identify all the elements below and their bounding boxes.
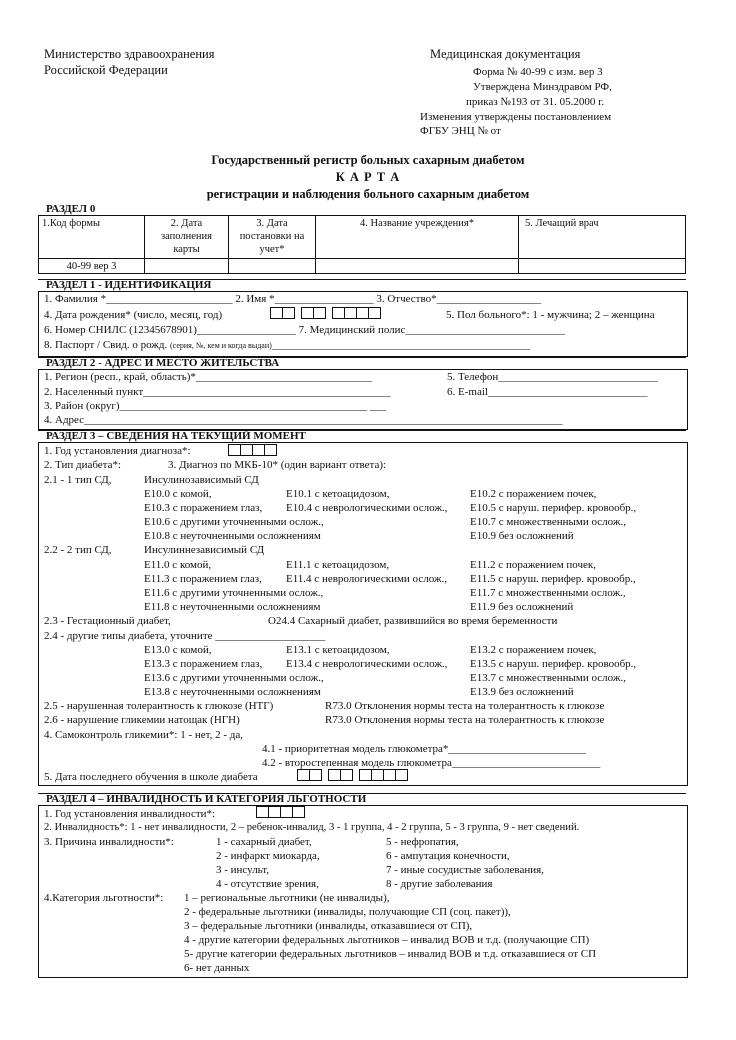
icd10-label: 3. Диагноз по МКБ-10* (один вариант ответа): (168, 459, 387, 471)
form-code-header: 1.Код формы (38, 215, 145, 259)
section3-title: РАЗДЕЛ 3 – СВЕДЕНИЯ НА ТЕКУЩИЙ МОМЕНТ (46, 430, 306, 442)
icd-option[interactable]: Е10.7 с множественными ослож., (470, 516, 626, 528)
passport-label[interactable] (44, 339, 530, 352)
icd-option[interactable]: Е11.3 с поражением глаз, (144, 573, 262, 585)
ntg-code: R73.0 Отклонения нормы теста на толерантность к глюкозе (325, 700, 605, 712)
icd-option[interactable]: Е13.8 с неуточненными осложнениям (144, 686, 321, 698)
order-line: приказ №193 от 31. 05.2000 г. (466, 96, 605, 108)
section2-title: РАЗДЕЛ 2 - АДРЕС И МЕСТО ЖИТЕЛЬСТВА (46, 357, 280, 369)
icd-option[interactable]: Е11.0 с комой, (144, 559, 212, 571)
institution-value[interactable] (315, 258, 519, 274)
form-code-value: 40-99 вер 3 (38, 258, 145, 274)
last-training-label: 5. Дата последнего обучения в школе диабета (44, 771, 258, 783)
icd-option[interactable]: Е13.3 с поражением глаз, (144, 658, 263, 670)
selfcontrol-field[interactable]: 4. Самоконтроль гликемии*: 1 - нет, 2 - да, (44, 729, 244, 741)
icd-option[interactable]: Е10.1 с кетоацидозом, (286, 488, 390, 500)
diagnosis-year-label: 1. Год установления диагноза*: (44, 445, 191, 457)
benefit-category-option[interactable]: 1 – региональные льготники (не инвалиды), (184, 892, 390, 904)
benefit-category-option[interactable]: 2 - федеральные льготники (инвалиды, получающие СП (соц. пакет)), (184, 906, 511, 918)
approved-line: Утверждена Минздравом РФ, (473, 81, 612, 93)
icd-option[interactable]: Е13.0 с комой, (144, 644, 212, 656)
icd-option[interactable]: Е13.2 с поражением почек, (470, 644, 597, 656)
institution-header: 4. Название учреждения* (315, 215, 519, 259)
type1-desc: Инсулинозависимый СД (144, 474, 259, 486)
section0-title: РАЗДЕЛ 0 (46, 203, 96, 215)
diabetes-type-label: 2. Тип диабета*: (44, 459, 122, 471)
snils-polis-fields[interactable]: 6. Номер СНИЛС (12345678901)__________________ 7. Медицинский полис_____________________________ (44, 324, 565, 336)
form-number: Форма № 40-99 с изм. вер 3 (473, 66, 603, 78)
title-line1: Государственный регистр больных сахарным диабетом (211, 153, 525, 167)
fill-date-value[interactable] (144, 258, 229, 274)
icd-option[interactable]: Е11.6 с другими уточненными ослож., (144, 587, 324, 599)
region-field[interactable]: 1. Регион (респ., край, область)*________________________________ (44, 371, 372, 383)
glucometer-primary[interactable]: 4.1 - приоритетная модель глюкометра*_________________________ (262, 743, 586, 755)
locality-field[interactable]: 2. Населенный пункт_____________________________________________ (44, 386, 391, 398)
section4-title: РАЗДЕЛ 4 – ИНВАЛИДНОСТЬ И КАТЕГОРИЯ ЛЬГОТНОСТИ (46, 793, 367, 805)
type2-option[interactable]: 2.2 - 2 тип СД, (44, 544, 112, 556)
disability-cause-option[interactable]: 5 - нефропатия, (386, 836, 459, 848)
ministry-line2: Российской Федерации (44, 63, 168, 77)
icd-option[interactable]: Е11.7 с множественными ослож., (470, 587, 626, 599)
ntg-option[interactable]: 2.5 - нарушенная толерантность к глюкозе (НТГ) (44, 700, 274, 712)
icd-option[interactable]: Е11.9 без осложнений (470, 601, 574, 613)
passport-line: _______________________________________________ (271, 339, 531, 351)
registration-date-value[interactable] (228, 258, 316, 274)
icd-option[interactable]: Е11.8 с неуточненными осложнениям (144, 601, 321, 613)
disability-cause-option[interactable]: 3 - инсульт, (216, 864, 270, 876)
address-field[interactable]: 4. Адрес_______________________________________________________________________________________ (44, 414, 563, 426)
disability-cause-option[interactable]: 4 - отсутствие зрения, (216, 878, 319, 890)
registration-date-header: 3. Дата постановки на учет* (228, 215, 316, 259)
section1-title: РАЗДЕЛ 1 - ИДЕНТИФИКАЦИЯ (46, 279, 212, 291)
disability-field[interactable]: 2. Инвалидность*: 1 - нет инвалидности, 2 – ребенок-инвалид, 3 - 1 группа, 4 - 2 группа, 5 - 3 группа, 9 - нет сведений. (44, 822, 580, 833)
icd-option[interactable]: Е10.5 с наруш. перифер. кровообр., (470, 502, 637, 514)
icd-option[interactable]: Е11.5 с наруш. перифер. кровообр., (470, 573, 636, 585)
icd-option[interactable]: Е10.9 без осложнений (470, 530, 574, 542)
title-line3: регистрации и наблюдения больного сахарным диабетом (206, 187, 530, 201)
icd-option[interactable]: Е11.4 с неврологическими ослож., (286, 573, 448, 585)
birth-date-label: 4. Дата рождения* (число, месяц, год) (44, 309, 223, 321)
benefit-category-option[interactable]: 6- нет данных (184, 962, 250, 974)
icd-option[interactable]: Е13.9 без осложнений (470, 686, 574, 698)
birth-date-cells[interactable] (270, 307, 380, 323)
disability-cause-option[interactable]: 8 - другие заболевания (386, 878, 493, 890)
phone-field[interactable]: 5. Телефон_____________________________ (447, 371, 658, 383)
benefit-category-option[interactable]: 4 - другие категории федеральных льготников – инвалид ВОВ и т.д. (получающие СП) (184, 934, 590, 946)
ministry-line1: Министерство здравоохранения (44, 47, 215, 61)
other-types-option[interactable]: 2.4 - другие типы диабета, уточните ____________________ (44, 630, 326, 642)
ngn-code: R73.0 Отклонения нормы теста на толерантность к глюкозе (325, 714, 605, 726)
disability-year-label: 1. Год установления инвалидности*: (44, 808, 216, 820)
disability-year-cells[interactable] (256, 806, 304, 822)
doc-type: Медицинская документация (430, 47, 581, 61)
disability-cause-option[interactable]: 1 - сахарный диабет, (216, 836, 312, 848)
icd-option[interactable]: Е10.2 с поражением почек, (470, 488, 597, 500)
passport-hint: (серия, №, кем и когда выдан) (170, 341, 272, 350)
icd-option[interactable]: Е11.2 с поражением почек, (470, 559, 597, 571)
glucometer-secondary[interactable]: 4.2 - второстепенная модель глюкометра___________________________ (262, 757, 601, 769)
fgbu-line: ФГБУ ЭНЦ № от (420, 125, 501, 137)
passport-text: 8. Паспорт / Свид. о рожд. (44, 339, 168, 351)
benefit-category-option[interactable]: 5- другие категории федеральных льготников – инвалид ВОВ и т.д. отказавшиеся от СП (184, 948, 597, 960)
type1-option[interactable]: 2.1 - 1 тип СД, (44, 474, 112, 486)
name-fields[interactable]: 1. Фамилия *_______________________ 2. Имя *__________________ 3. Отчество*___________________ (44, 293, 542, 305)
icd-option[interactable]: Е13.6 с другими уточненными ослож., (144, 672, 324, 684)
ngn-option[interactable]: 2.6 - нарушение гликемии натощак (НГН) (44, 714, 240, 726)
icd-option[interactable]: Е11.1 с кетоацидозом, (286, 559, 390, 571)
icd-option[interactable]: Е10.4 с неврологическими ослож., (286, 502, 448, 514)
changes-line: Изменения утверждены постановлением (420, 111, 612, 123)
fill-date-header: 2. Дата заполнения карты (144, 215, 229, 259)
icd-option[interactable]: Е13.4 с неврологическими ослож., (286, 658, 448, 670)
icd-option[interactable]: Е10.3 с поражением глаз, (144, 502, 263, 514)
icd-option[interactable]: Е13.1 с кетоацидозом, (286, 644, 390, 656)
doctor-header: 5. Лечащий врач (518, 215, 686, 259)
type2-desc: Инсулиннезависимый СД (144, 544, 265, 556)
icd-option[interactable]: Е10.0 с комой, (144, 488, 212, 500)
icd-option[interactable]: Е13.7 с множественными ослож., (470, 672, 626, 684)
email-field[interactable]: 6. E-mail_____________________________ (447, 386, 648, 398)
benefit-category-option[interactable]: 3 – федеральные льготники (инвалиды, отказавшиеся от СП), (184, 920, 473, 932)
title-line2: К А Р Т А (335, 170, 401, 184)
gender-field[interactable]: 5. Пол больного*: 1 - мужчина; 2 – женщина (446, 309, 655, 321)
disability-cause-option[interactable]: 7 - иные сосудистые заболевания, (386, 864, 544, 876)
gestational-option[interactable]: 2.3 - Гестационный диабет, (44, 615, 171, 627)
icd-option[interactable]: Е10.8 с неуточненными осложнениям (144, 530, 321, 542)
icd-option[interactable]: Е10.6 с другими уточненными ослож., (144, 516, 324, 528)
icd-option[interactable]: Е13.5 с наруш. перифер. кровообр., (470, 658, 637, 670)
diagnosis-year-cells[interactable] (228, 444, 276, 460)
last-training-cells[interactable] (297, 769, 407, 785)
benefit-category-label: 4.Категория льготности*: (44, 892, 164, 904)
disability-cause-label: 3. Причина инвалидности*: (44, 836, 174, 848)
doctor-value[interactable] (518, 258, 686, 274)
disability-cause-option[interactable]: 6 - ампутация конечности, (386, 850, 510, 862)
disability-cause-option[interactable]: 2 - инфаркт миокарда, (216, 850, 320, 862)
district-field[interactable]: 3. Район (округ)_____________________________________________ ___ (44, 400, 387, 412)
gestational-desc: О24.4 Сахарный диабет, развившийся во время беременности (268, 615, 558, 627)
